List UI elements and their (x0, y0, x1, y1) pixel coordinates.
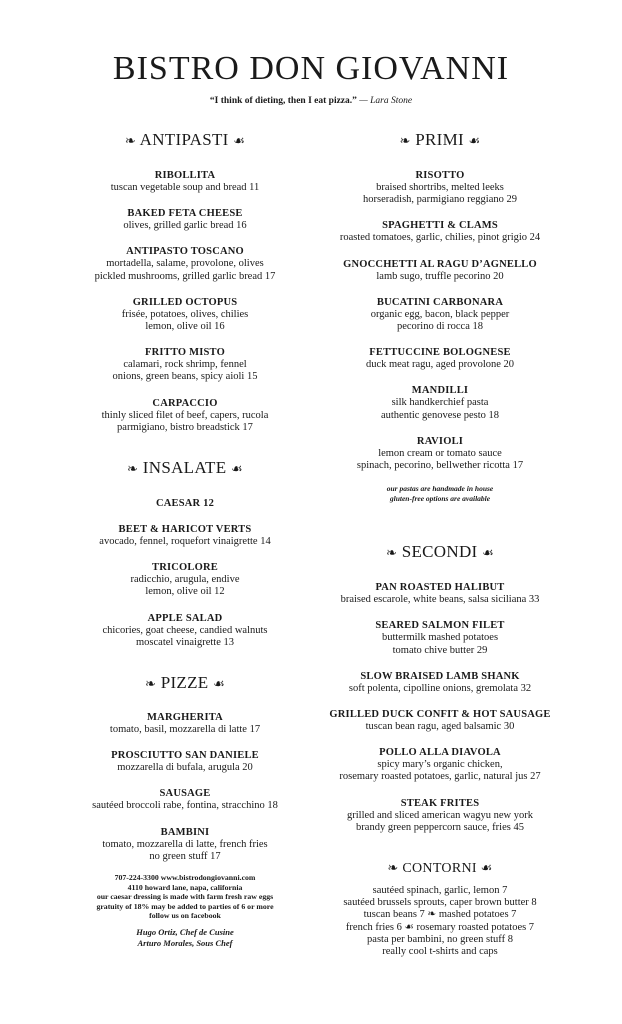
item-description: spicy mary’s organic chicken, (377, 759, 503, 771)
item-description: tuscan vegetable soup and bread 11 (110, 182, 260, 193)
item-name: BAMBINI (160, 826, 210, 838)
ornament-right-icon: ☙ (233, 133, 246, 148)
item-name: SAUSAGE (159, 788, 211, 800)
item-description: pecorino di rocca 18 (396, 321, 483, 333)
item-description: lemon cream or tomato sauce (378, 447, 502, 459)
menu-item (310, 259, 570, 283)
menu-item (60, 712, 310, 736)
left-column (60, 130, 310, 949)
item-description: mortadella, salame, provolone, olives (106, 258, 264, 270)
menu-title: BISTRO DON GIOVANNI (112, 50, 510, 87)
item-name: POLLO ALLA DIAVOLA (379, 747, 501, 759)
item-description: no green stuff 17 (149, 850, 221, 862)
item-description: tomato, basil, mozzarella di latte 17 (109, 724, 261, 736)
contorni-line: french fries 6 ☙ rosemary roasted potatoes 7 (345, 921, 535, 933)
item-description: silk handkerchief pasta (391, 397, 489, 409)
ornament-left-icon: ❧ (124, 133, 137, 148)
right-column (310, 130, 570, 958)
ornament-left-icon: ❧ (144, 676, 157, 692)
item-description: mozzarella di bufala, arugula 20 (117, 762, 253, 774)
item-description: horseradish, parmigiano reggiano 29 (363, 194, 517, 206)
item-name: MANDILLI (411, 385, 469, 397)
item-description: rosemary roasted potatoes, garlic, natural jus 27 (339, 771, 541, 783)
item-name: SEARED SALMON FILET (375, 620, 505, 632)
menu-item (310, 436, 570, 472)
item-description: pickled mushrooms, grilled garlic bread 17 (94, 270, 276, 282)
menu-item (60, 246, 310, 282)
menu-item (60, 398, 310, 434)
quote (0, 96, 622, 106)
item-description: lemon, olive oil 12 (145, 586, 225, 598)
pasta-note: gluten-free options are available (389, 494, 491, 504)
item-description: brandy green peppercorn sauce, fries 45 (356, 821, 524, 833)
menu-item (60, 750, 310, 774)
item-description: braised escarole, white beans, salsa siciliana 33 (340, 594, 540, 606)
item-description: organic egg, bacon, black pepper (370, 308, 510, 320)
ornament-right-icon: ☙ (213, 676, 226, 692)
item-description: lemon, olive oil 16 (145, 321, 225, 333)
item-name: CARPACCIO (152, 397, 218, 409)
item-name: BAKED FETA CHEESE (127, 208, 243, 220)
menu-item (60, 827, 310, 863)
quote-text: “I think of dieting, then I eat pizza.” (209, 96, 357, 106)
menu-item (310, 709, 570, 733)
contorni-heading (310, 858, 570, 879)
item-name: CAESAR 12 (155, 498, 215, 510)
item-description: onions, green beans, spicy aioli 15 (112, 371, 258, 383)
item-name: SPAGHETTI & CLAMS (382, 220, 498, 232)
menu-item (310, 671, 570, 695)
quote-author: — Lara Stone (359, 96, 413, 106)
contorni-line: sautéed spinach, garlic, lemon 7 (372, 885, 508, 897)
insalate-heading (60, 458, 310, 479)
item-description: thinly sliced filet of beef, capers, rucola (101, 409, 269, 421)
sous-chef-credit: Arturo Morales, Sous Chef (137, 938, 233, 949)
item-description: moscatel vinaigrette 13 (136, 636, 234, 648)
item-description: braised shortribs, melted leeks (376, 182, 504, 193)
item-description: roasted tomatoes, garlic, chilies, pinot grigio 24 (339, 232, 541, 244)
item-name: RAVIOLI (416, 435, 464, 447)
item-description: frisée, potatoes, olives, chilies (121, 308, 249, 320)
secondi-heading (310, 542, 570, 563)
pasta-note: our pastas are handmade in house (386, 484, 494, 494)
insalate-title: INSALATE (142, 458, 227, 478)
item-name: RISOTTO (415, 170, 465, 181)
menu-item (310, 620, 570, 656)
ornament-right-icon: ☙ (468, 133, 481, 148)
item-name: RIBOLLITA (154, 170, 216, 181)
item-description: duck meat ragu, aged provolone 20 (365, 359, 515, 371)
ornament-left-icon: ❧ (399, 133, 411, 148)
ornament-right-icon: ☙ (230, 461, 243, 477)
item-description: avocado, fennel, roquefort vinaigrette 14 (99, 536, 271, 548)
item-name: STEAK FRITES (400, 797, 480, 809)
item-name: BUCATINI CARBONARA (376, 296, 504, 308)
item-description: authentic genovese pesto 18 (380, 409, 500, 421)
contorni-line: really cool t-shirts and caps (382, 946, 498, 958)
item-name: PAN ROASTED HALIBUT (375, 582, 505, 594)
item-name: FETTUCCINE BOLOGNESE (369, 347, 511, 359)
menu-item (310, 220, 570, 244)
chef-credit: Hugo Ortiz, Chef de Cusine (136, 927, 234, 938)
menu-item (60, 613, 310, 649)
item-description: sautéed broccoli rabe, fontina, stracchino 18 (92, 800, 278, 812)
menu-item (60, 297, 310, 333)
item-description: chicories, goat cheese, candied walnuts (102, 624, 268, 636)
item-description: parmigiano, bistro breadstick 17 (117, 421, 253, 433)
item-description: radicchio, arugula, endive (130, 574, 240, 586)
item-description: olives, grilled garlic bread 16 (123, 220, 247, 232)
item-name: SLOW BRAISED LAMB SHANK (360, 670, 520, 682)
secondi-title: SECONDI (401, 542, 478, 562)
item-description: spinach, pecorino, bellwether ricotta 17 (356, 460, 524, 472)
menu-item (310, 297, 570, 333)
item-description: soft polenta, cipolline onions, gremolata 32 (348, 682, 532, 694)
ornament-left-icon: ❧ (387, 860, 399, 876)
antipasti-title: ANTIPASTI (139, 130, 229, 149)
item-name: PROSCIUTTO SAN DANIELE (111, 750, 259, 762)
menu-item (60, 347, 310, 383)
item-name: MARGHERITA (147, 712, 223, 724)
item-name: GRILLED DUCK CONFIT & HOT SAUSAGE (329, 709, 551, 721)
contorni-line: sautéed brussels sprouts, caper brown butter 8 (343, 897, 537, 909)
menu-item (60, 498, 310, 510)
footer-line: gratuity of 18% may be added to parties of 6 or more (96, 901, 274, 911)
footer-line: follow us on facebook (149, 911, 221, 921)
menu-item (60, 208, 310, 232)
contorni-line: tuscan beans 7 ❧ mashed potatoes 7 (363, 909, 517, 921)
footer-line: 707-224-3300 www.bistrodongiovanni.com (114, 873, 256, 883)
primi-heading (310, 130, 570, 151)
pizze-title: PIZZE (160, 673, 209, 693)
contorni-line: pasta per bambini, no green stuff 8 (367, 933, 513, 945)
item-description: grilled and sliced american wagyu new york (346, 809, 534, 821)
item-name: BEET & HARICOT VERTS (118, 524, 252, 536)
menu-item (310, 170, 570, 206)
antipasti-heading (60, 130, 310, 151)
item-description: tuscan bean ragu, aged balsamic 30 (365, 721, 515, 733)
menu-item (310, 747, 570, 783)
item-description: lamb sugo, truffle pecorino 20 (376, 270, 504, 282)
item-description: calamari, rock shrimp, fennel (123, 359, 247, 371)
item-name: APPLE SALAD (147, 612, 223, 624)
ornament-right-icon: ☙ (480, 860, 493, 876)
menu-item (60, 170, 310, 194)
ornament-left-icon: ❧ (385, 545, 398, 561)
menu-item (60, 562, 310, 598)
menu-item (60, 788, 310, 812)
menu-item (310, 798, 570, 834)
menu-item (60, 524, 310, 548)
item-name: TRICOLORE (152, 562, 218, 574)
ornament-right-icon: ☙ (482, 545, 495, 561)
primi-title: PRIMI (415, 130, 464, 149)
menu-item (310, 582, 570, 606)
item-name: ANTIPASTO TOSCANO (126, 246, 244, 258)
ornament-left-icon: ❧ (127, 461, 139, 477)
item-description: buttermilk mashed potatoes (381, 632, 499, 644)
menu-item (310, 385, 570, 421)
item-description: tomato chive butter 29 (392, 644, 488, 656)
footer-line: our caesar dressing is made with farm fresh raw eggs (96, 892, 274, 902)
menu-item (310, 347, 570, 371)
item-name: GNOCCHETTI AL RAGU D’AGNELLO (343, 258, 537, 270)
item-name: GRILLED OCTOPUS (132, 296, 238, 308)
item-description: tomato, mozzarella di latte, french fries (102, 838, 268, 850)
item-name: FRITTO MISTO (145, 347, 225, 359)
pizze-heading (60, 673, 310, 694)
footer-line: 4110 howard lane, napa, california (127, 882, 243, 892)
contorni-title: CONTORNI (402, 861, 477, 877)
